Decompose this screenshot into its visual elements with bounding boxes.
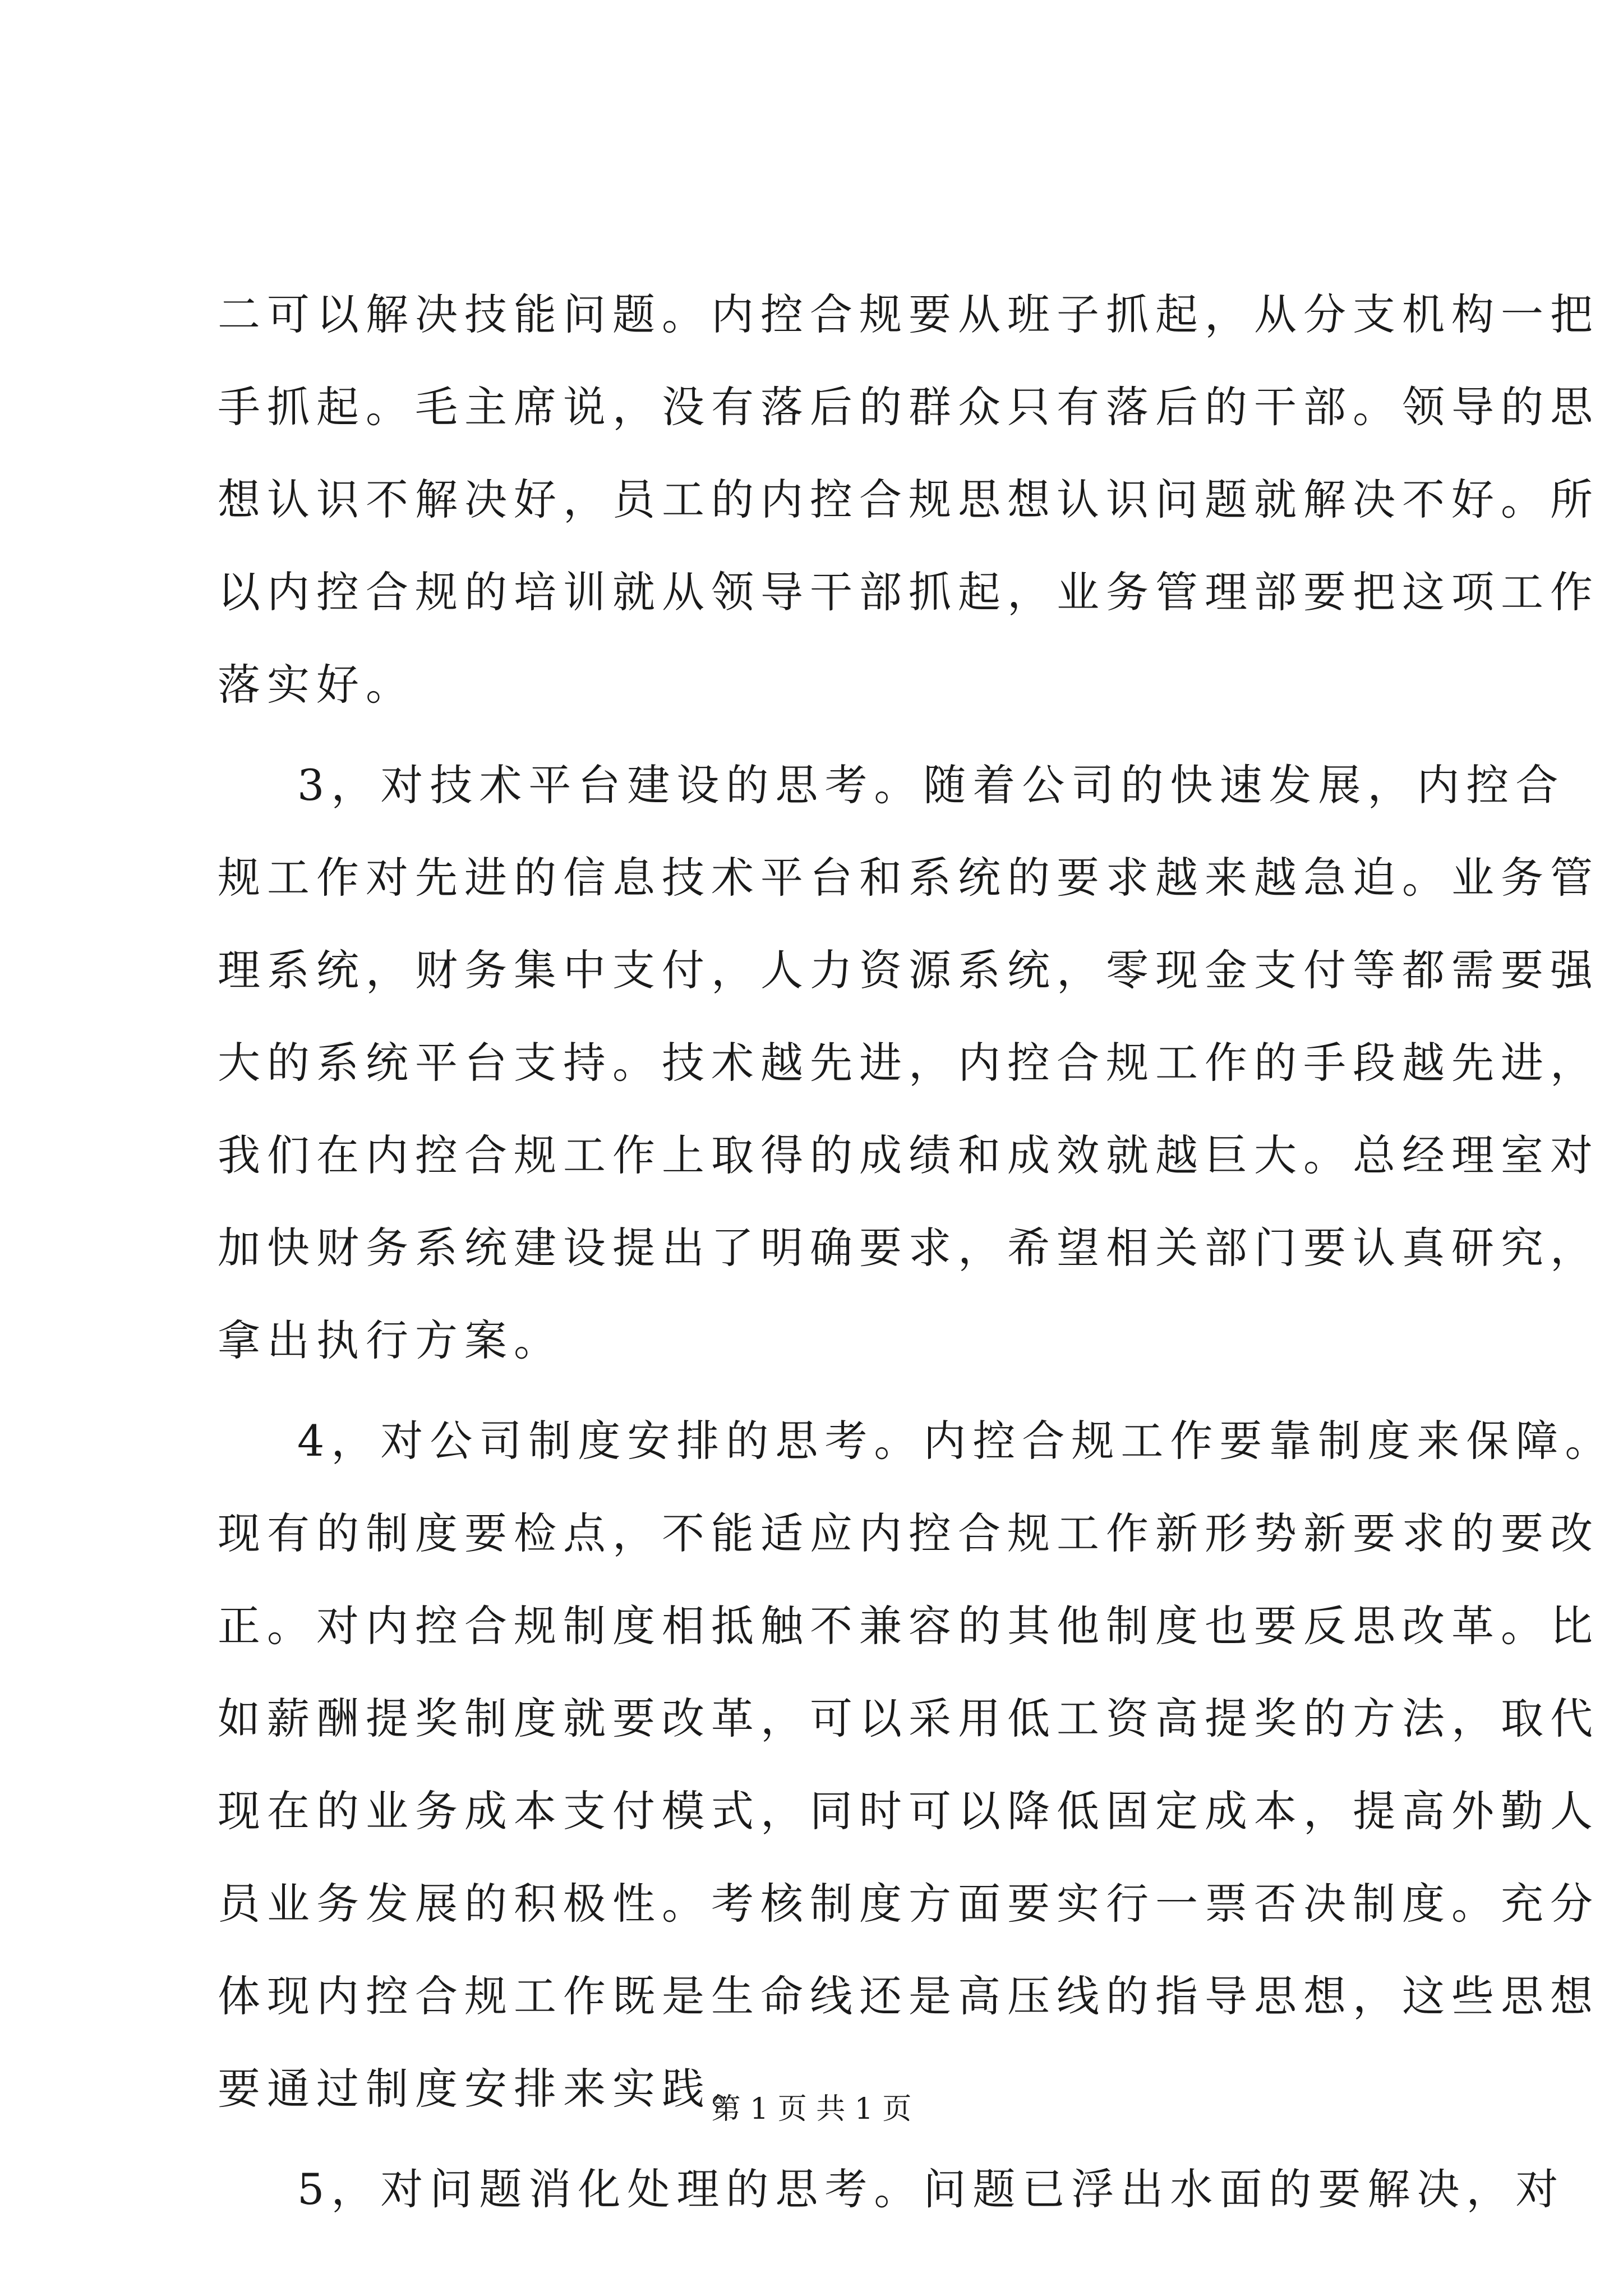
text-line: 拿出执行方案。: [218, 1315, 563, 1365]
text-line: 现有的制度要检点，不能适应内控合规工作新形势新要求的要改: [218, 1508, 1599, 1558]
paragraph: [218, 268, 1599, 731]
page-footer: [0, 2087, 1623, 2132]
text-line: 现在的业务成本支付模式，同时可以降低固定成本，提高外勤人: [218, 1786, 1599, 1836]
text-line: 我们在内控合规工作上取得的成绩和成效就越巨大。总经理室对: [218, 1130, 1599, 1180]
text-line: 要通过制度安排来实践。: [218, 2064, 760, 2114]
text-line: 二可以解决技能问题。内控合规要从班子抓起，从分支机构一把: [218, 289, 1599, 339]
document-body: [218, 268, 1615, 2235]
paragraph: [218, 1395, 1615, 2135]
paragraph: [218, 739, 1599, 1387]
text-line: 体现内控合规工作既是生命线还是高压线的指导思想，这些思想: [218, 1971, 1599, 2021]
text-line: 5，对问题消化处理的思考。问题已浮出水面的要解决，对: [297, 2164, 1565, 2214]
text-line: 大的系统平台支持。技术越先进，内控合规工作的手段越先进，: [218, 1038, 1599, 1088]
text-line: 落实好。: [218, 660, 415, 710]
text-line: 理系统，财务集中支付，人力资源系统，零现金支付等都需要强: [218, 945, 1599, 995]
text-line: 正。对内控合规制度相抵触不兼容的其他制度也要反思改革。比: [218, 1601, 1599, 1651]
paragraph: [218, 2143, 1565, 2235]
text-line: 想认识不解决好，员工的内控合规思想认识问题就解决不好。所: [218, 475, 1599, 524]
text-line: 员业务发展的积极性。考核制度方面要实行一票否决制度。充分: [218, 1879, 1599, 1929]
text-line: 规工作对先进的信息技术平台和系统的要求越来越急迫。业务管: [218, 853, 1599, 903]
text-line: 手抓起。毛主席说，没有落后的群众只有落后的干部。领导的思: [218, 382, 1599, 432]
text-line: 加快财务系统建设提出了明确要求，希望相关部门要认真研究，: [218, 1223, 1599, 1273]
text-line: 3，对技术平台建设的思考。随着公司的快速发展，内控合: [297, 760, 1565, 810]
text-line: 以内控合规的培训就从领导干部抓起，业务管理部要把这项工作: [218, 567, 1599, 617]
text-line: 如薪酬提奖制度就要改革，可以采用低工资高提奖的方法，取代: [218, 1694, 1599, 1743]
text-line: 4，对公司制度安排的思考。内控合规工作要靠制度来保障。: [297, 1416, 1615, 1466]
page-number-label: 第 1 页 共 1 页: [711, 2092, 912, 2126]
